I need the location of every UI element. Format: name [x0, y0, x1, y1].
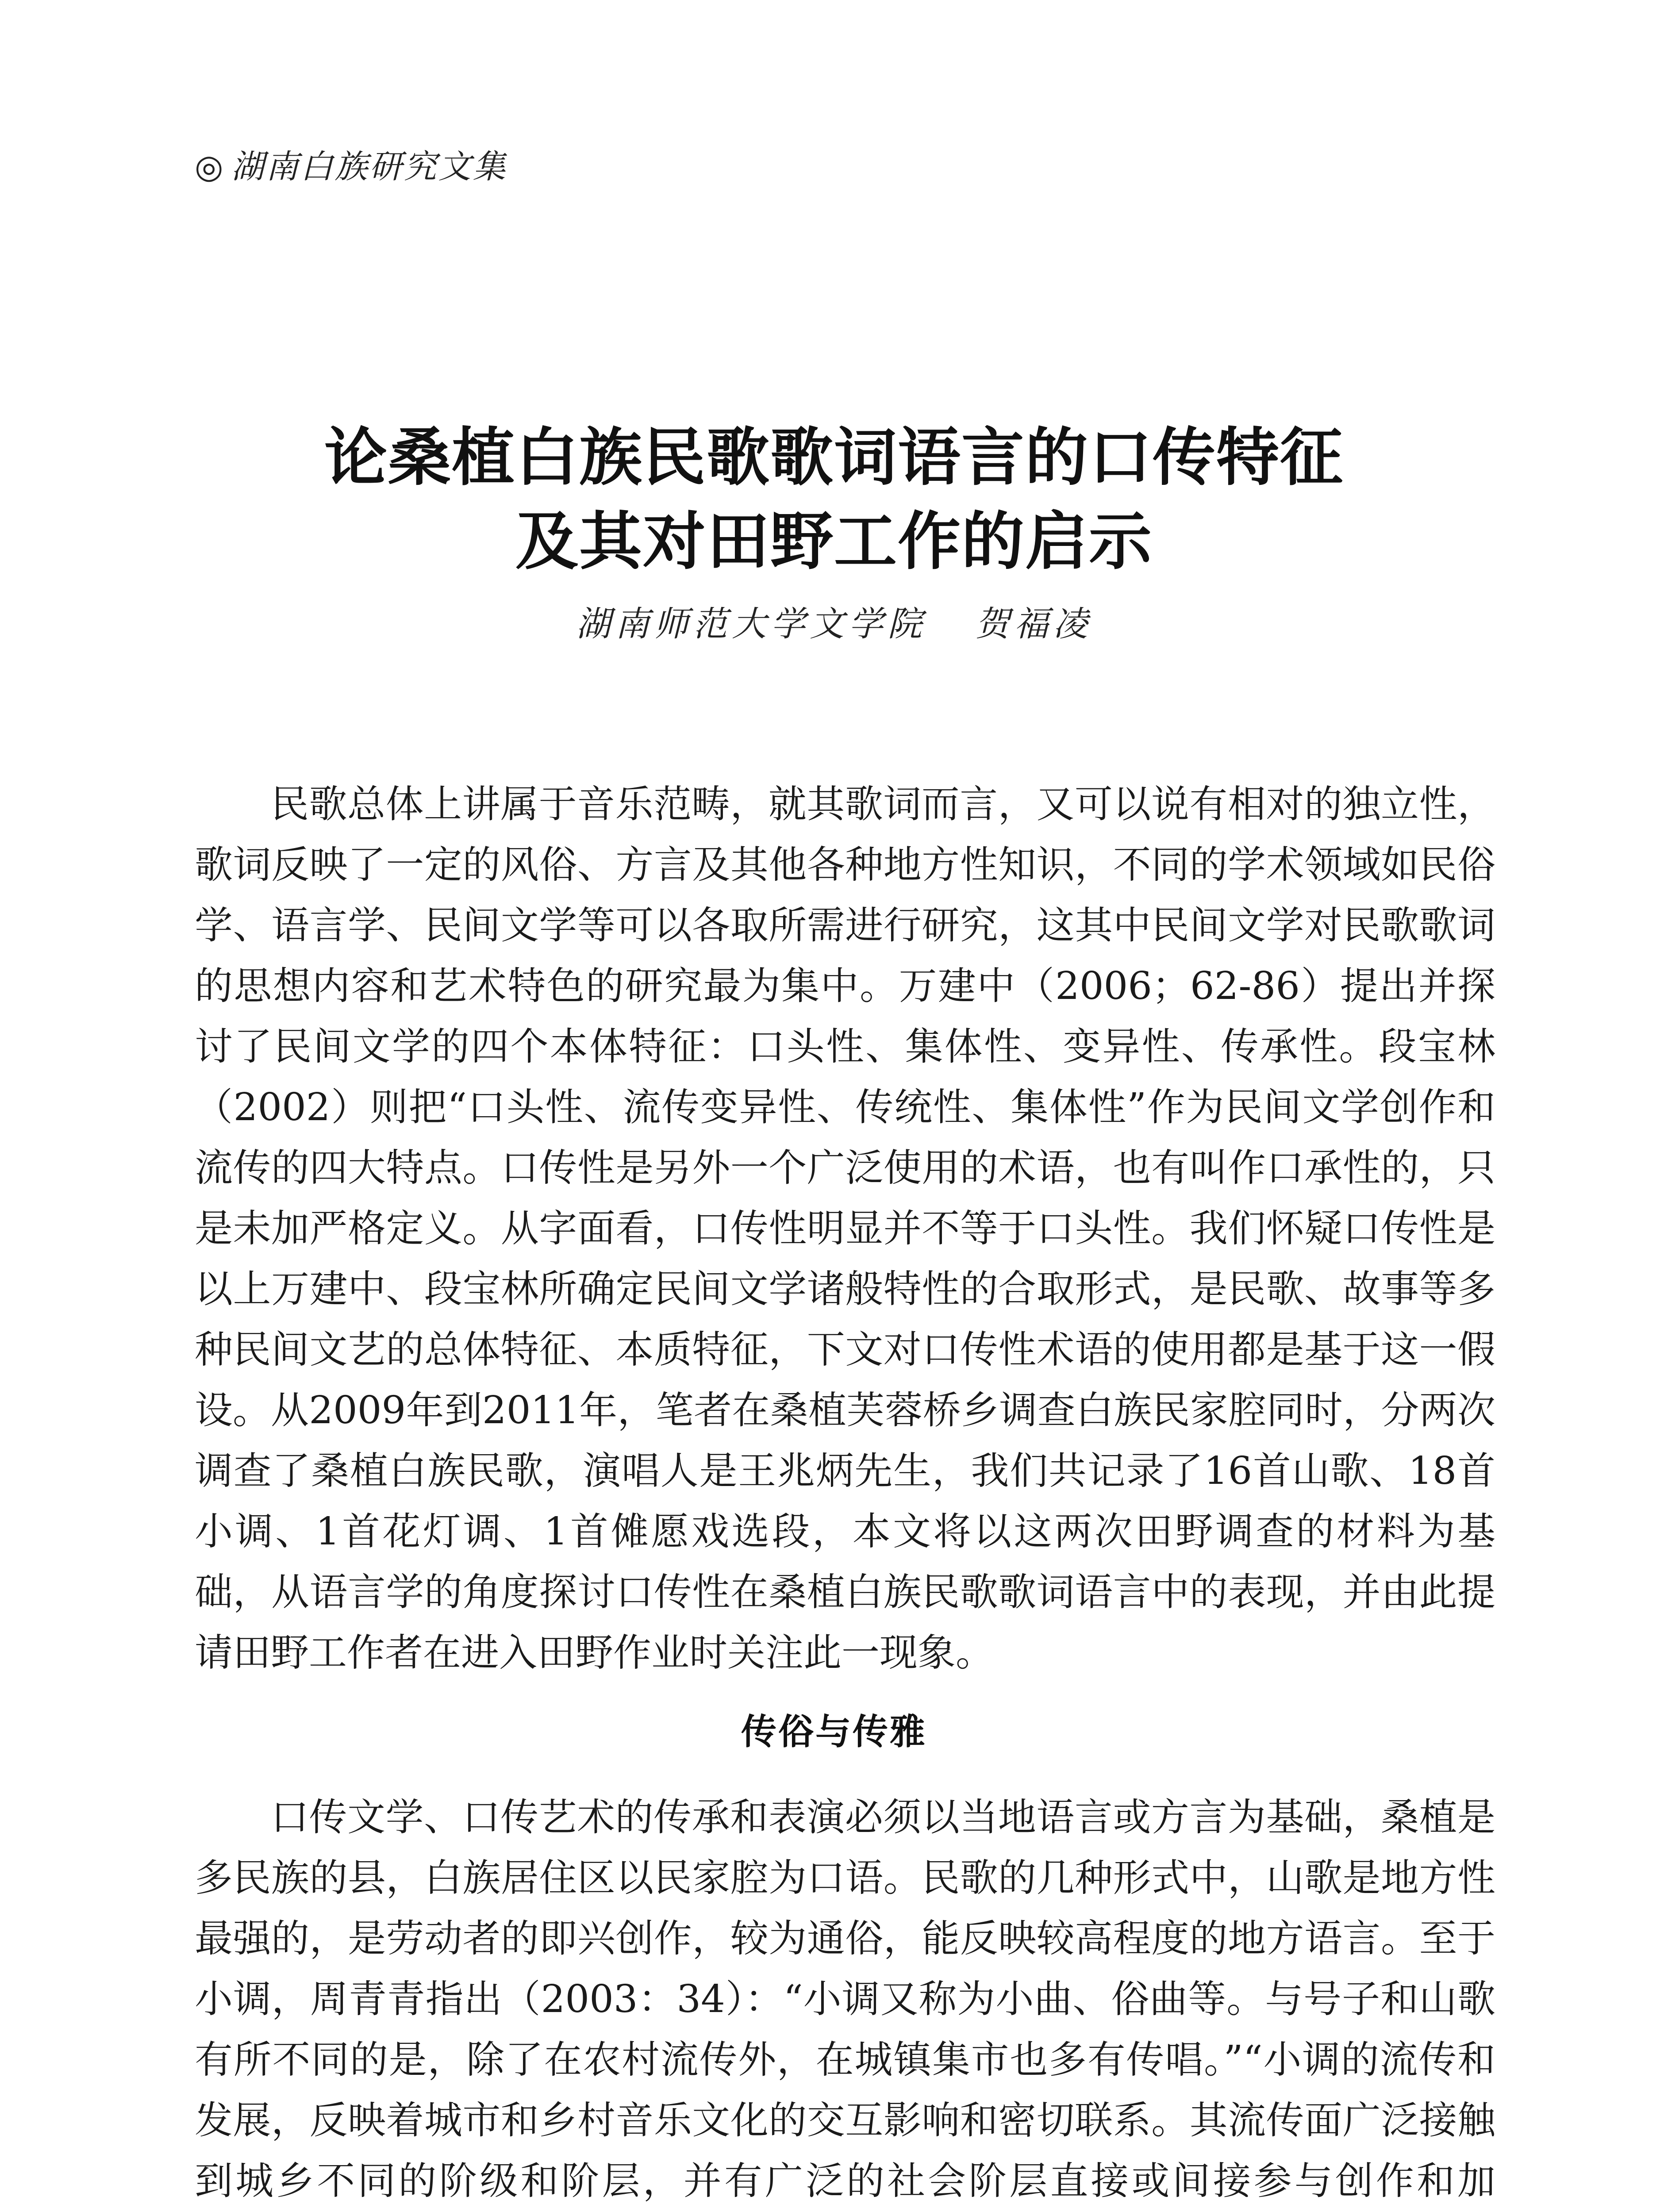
affiliation: 湖南师范大学文学院	[576, 604, 926, 644]
running-header	[195, 141, 507, 188]
paragraph-text: 从2009年到2011年，笔者在桑植芙蓉桥乡调查白族民家腔同时，分两次调查了桑植白族民歌，演唱人是王兆炳先生，我们共记录了16首山歌、18首小调、1首花灯调、1首傩愿戏选段，本文将以这两次田野调查的材料为基础，从语言学的角度探讨口传性在桑植白族民歌歌词语言中的表现，并由此提请田野工作者在进入田野作业时关注此一现象。	[195, 1388, 1495, 1675]
paragraph-text: 民歌总体上讲属于音乐范畴，就其歌词而言，又可以说有相对的独立性，歌词反映了一定的风俗、方言及其他各种地方性知识，不同的学术领域如民俗学、语言学、民间文学等可以各取所需进行研究，这其中民间文学对民歌歌词的思想内容和艺术特色的研究最为集中。万建中（2006；62-86）提出并探讨了民间文学的四个本体特征：口头性、集体性、变异性、传承性。段宝林（2002）则把“口头性、流传变异性、传统性、集体性”作为民间文学创作和流传的四大特点。口传性是另外一个广泛使用的术语，也有叫作口承性的，只是未加严格定义。从字面看，口传性明显并不等于口头性。我们怀疑口传性是以上万建中、段宝林所确定民间文学诸般特性的合取形式，是民歌、故事等多种民间文艺的总体特征、本质特征，下文对口传性术语的使用都是基于这一假设。	[195, 782, 1495, 1432]
author-name: 贺福凌	[975, 604, 1092, 644]
series-title: 湖南白族研究文集	[231, 148, 507, 186]
article-title	[0, 416, 1668, 584]
circle-mark-icon: ◎	[195, 148, 225, 186]
body-paragraph-3	[195, 1787, 1495, 2212]
body-paragraph-1	[195, 774, 1495, 1441]
body-paragraph-2	[195, 1380, 1495, 1683]
section-heading: 传俗与传雅	[741, 1711, 927, 1752]
byline	[0, 596, 1668, 646]
title-line-2: 及其对田野工作的启示	[515, 505, 1153, 578]
title-line-1: 论桑植白族民歌歌词语言的口传特征	[324, 421, 1344, 494]
paragraph-text: 口传文学、口传艺术的传承和表演必须以当地语言或方言为基础，桑植是多民族的县，白族居住区以民家腔为口语。民歌的几种形式中，山歌是地方性最强的，是劳动者的即兴创作，较为通俗，能反映较高程度的地方语言。至于小调，周青青指出（2003：34）：“小调又称为小曲、俗曲等。与号子和山歌有所不同的是，除了在农村流传外，在城镇集市也多有传唱。”“小调的流传和发展，反映着城市和乡村音乐文化的交互影响和密切联系。其流传面广泛接触到城乡不同的阶级和阶层，并有广泛的社会阶层直接或间接参与创作和加	[195, 1795, 1495, 2203]
